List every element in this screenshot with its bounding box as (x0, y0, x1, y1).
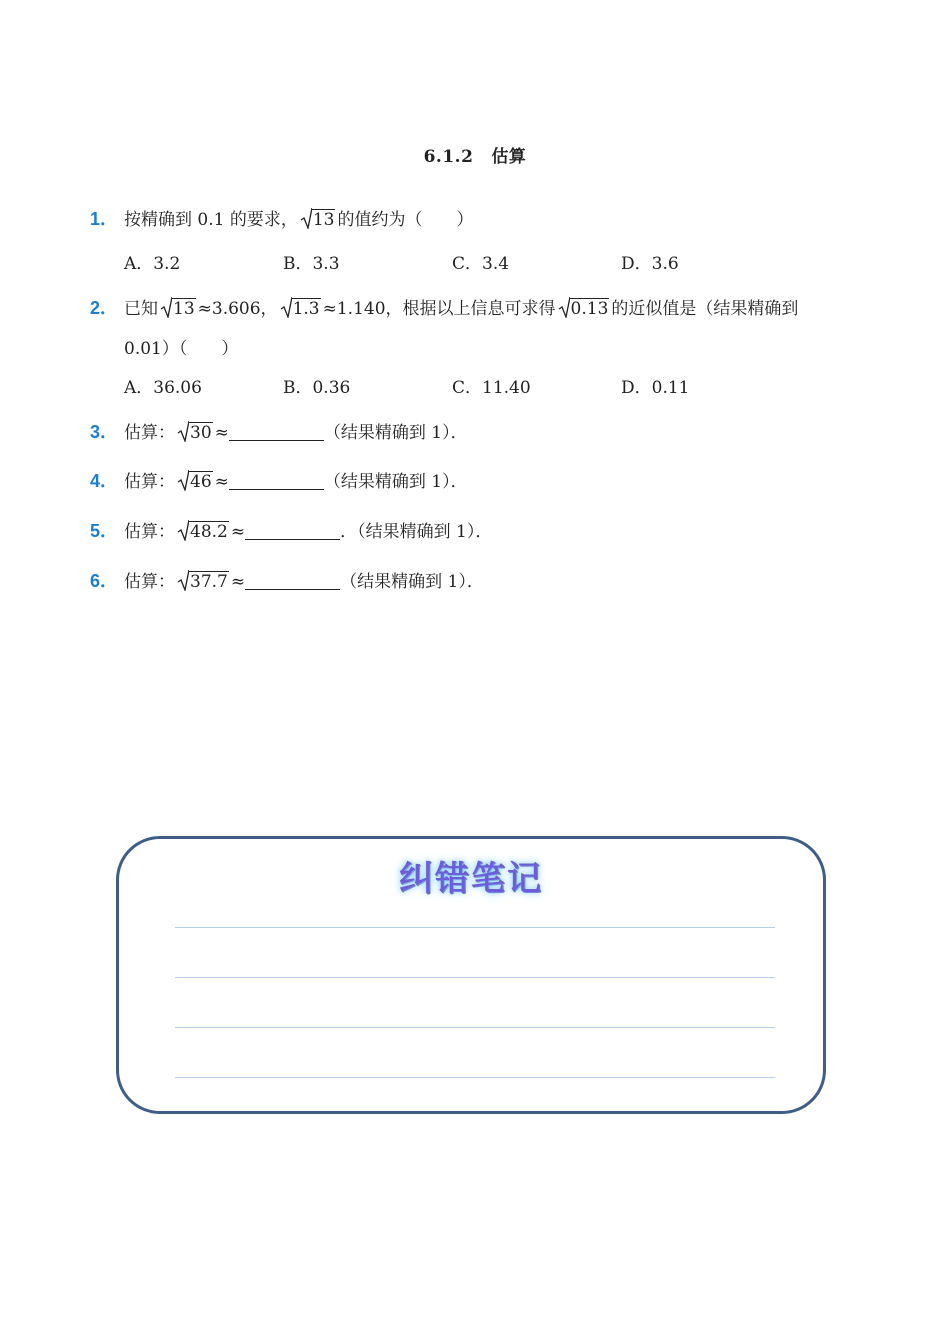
question-text: 估算： (124, 472, 175, 492)
sqrt-symbol (177, 470, 213, 494)
answer-blank[interactable] (245, 571, 340, 590)
option-c[interactable]: C．11.40 (452, 378, 531, 398)
radicand: 46 (190, 472, 212, 492)
sqrt-symbol (177, 570, 229, 594)
note-line[interactable] (175, 1077, 775, 1078)
section-title: 估算 (491, 147, 527, 167)
option-b[interactable]: B．3.3 (283, 254, 340, 274)
question-text: （结果精确到 1）． (323, 472, 468, 492)
question-text: 按精确到 0.1 的要求， (124, 210, 298, 230)
question-text: （结果精确到 1）． (340, 572, 484, 592)
answer-blank[interactable] (229, 422, 324, 441)
question-2 (90, 296, 798, 321)
question-text: （结果精确到 1）． (323, 423, 468, 443)
option-b[interactable]: B．0.36 (283, 378, 351, 398)
note-line[interactable] (175, 1027, 775, 1028)
question-number: 3． (90, 422, 119, 442)
approx-sign: ≈ (230, 522, 246, 542)
question-number: 6． (90, 571, 119, 591)
option-a[interactable]: A．36.06 (124, 378, 202, 398)
option-a[interactable]: A．3.2 (124, 254, 181, 274)
section-number: 6.1.2 (423, 147, 474, 167)
question-number: 2． (90, 298, 119, 318)
radicand: 37.7 (190, 572, 228, 592)
note-line[interactable] (175, 977, 775, 978)
question-2-options (124, 376, 824, 400)
option-d[interactable]: D．3.6 (621, 254, 679, 274)
question-number: 5． (90, 521, 119, 541)
question-text: 0.01）（ ） (124, 339, 239, 359)
sqrt-symbol (300, 208, 336, 232)
question-number: 1． (90, 209, 119, 229)
question-text: ．（结果精确到 1）． (340, 522, 493, 542)
radicand: 0.13 (570, 299, 609, 319)
question-1 (90, 207, 473, 232)
sqrt-symbol (160, 297, 196, 321)
question-1-options (124, 252, 824, 276)
sqrt-symbol (177, 520, 229, 544)
error-notes-title: 纠错笔记 (399, 859, 543, 899)
answer-blank[interactable] (229, 471, 324, 490)
sqrt-symbol (558, 297, 610, 321)
radicand: 13 (312, 210, 335, 230)
question-text: 已知 (124, 299, 158, 319)
question-text: 估算： (124, 522, 175, 542)
question-text: ≈1.140，根据以上信息可求得 (322, 299, 556, 319)
radicand: 13 (173, 299, 195, 319)
question-3 (90, 420, 468, 445)
question-text: 的近似值是（结果精确到 (611, 299, 799, 319)
sqrt-symbol (177, 421, 213, 445)
radicand: 48.2 (190, 522, 228, 542)
option-d[interactable]: D．0.11 (621, 378, 690, 398)
note-line[interactable] (175, 927, 775, 928)
question-2-continuation (124, 337, 238, 361)
question-6 (90, 569, 484, 594)
sqrt-symbol (280, 297, 321, 321)
approx-sign: ≈ (230, 572, 246, 592)
radicand: 1.3 (292, 299, 320, 319)
question-text: ≈3.606， (197, 299, 278, 319)
question-text: 的值约为（ ） (337, 210, 474, 230)
question-5 (90, 519, 492, 544)
approx-sign: ≈ (214, 423, 229, 443)
question-text: 估算： (124, 572, 175, 592)
error-notes-box (116, 836, 826, 1114)
radicand: 30 (190, 423, 212, 443)
question-text: 估算： (124, 423, 175, 443)
question-number: 4． (90, 471, 119, 491)
question-4 (90, 469, 468, 494)
answer-blank[interactable] (245, 521, 340, 540)
page-title (0, 142, 950, 167)
approx-sign: ≈ (214, 472, 229, 492)
option-c[interactable]: C．3.4 (452, 254, 510, 274)
